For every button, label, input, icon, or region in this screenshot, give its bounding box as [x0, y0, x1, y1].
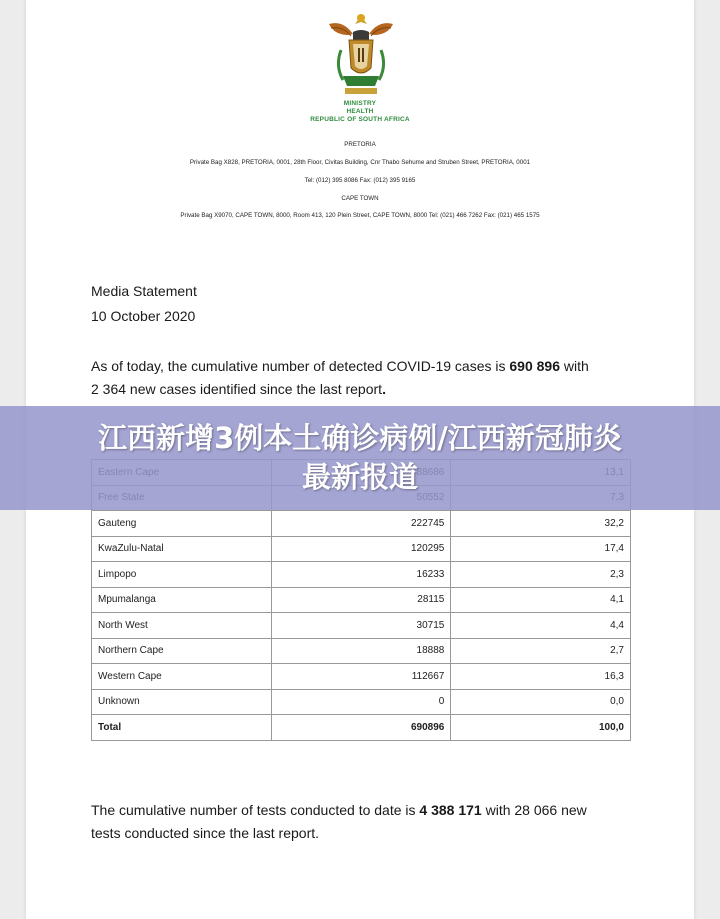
table-row [92, 638, 631, 664]
intro-text: As of today, the cumulative number of detected COVID-19 cases is [91, 358, 510, 374]
province-cell: Unknown [92, 689, 272, 715]
intro-paragraph [91, 355, 651, 401]
cases-cell: 690896 [271, 715, 451, 741]
pretoria-address: Private Bag X828, PRETORIA, 0001, 28th Floor, Civitas Building, Cnr Thabo Sehume and Struben Street, PRETORIA, 0001 [189, 159, 531, 166]
tests-text-end: with 28 066 new [481, 802, 587, 818]
pretoria-phone: Tel: (012) 395 8086 Fax: (012) 395 9165 [304, 177, 416, 184]
capetown-label: CAPE TOWN [341, 195, 379, 202]
province-cell: Gauteng [92, 511, 272, 537]
cases-cell: 112667 [271, 664, 451, 690]
pretoria-label: PRETORIA [344, 141, 376, 148]
tests-paragraph [91, 799, 651, 845]
capetown-address: Private Bag X9070, CAPE TOWN, 8000, Room 413, 120 Plein Street, CAPE TOWN, 8000 Tel: (021) 466 7262 Fax: (021) 465 1575 [180, 212, 540, 219]
percent-cell: 0,0 [451, 689, 631, 715]
cases-cell: 222745 [271, 511, 451, 537]
table-row [92, 511, 631, 537]
table-row [92, 562, 631, 588]
statement-heading: Media Statement [91, 283, 197, 299]
table-row [92, 664, 631, 690]
table-row [92, 613, 631, 639]
province-cell: Western Cape [92, 664, 272, 690]
ministry-line-1: MINISTRY [343, 100, 377, 107]
percent-cell: 2,7 [451, 638, 631, 664]
tests-text-line2: tests conducted since the last report. [91, 825, 320, 841]
percent-cell: 17,4 [451, 536, 631, 562]
province-cell: North West [92, 613, 272, 639]
cases-cell: 16233 [271, 562, 451, 588]
table-row [92, 536, 631, 562]
table-total-row [92, 715, 631, 741]
ministry-line-3: REPUBLIC OF SOUTH AFRICA [310, 116, 410, 123]
intro-text-end: with [560, 358, 589, 374]
percent-cell: 4,4 [451, 613, 631, 639]
cases-cell: 0 [271, 689, 451, 715]
banner-line-1: 江西新增3例本土确诊病例/江西新冠肺炎 [98, 421, 622, 455]
tests-text: The cumulative number of tests conducted to date is [91, 802, 420, 818]
tests-count: 4 388 171 [419, 802, 482, 818]
cases-cell: 30715 [271, 613, 451, 639]
province-cell: Total [92, 715, 272, 741]
percent-cell: 16,3 [451, 664, 631, 690]
period: . [382, 381, 386, 397]
table-row [92, 689, 631, 715]
percent-cell: 100,0 [451, 715, 631, 741]
cases-cell: 28115 [271, 587, 451, 613]
percent-cell: 32,2 [451, 511, 631, 537]
province-cell: Limpopo [92, 562, 272, 588]
cases-cell: 18888 [271, 638, 451, 664]
cases-cell: 120295 [271, 536, 451, 562]
headline-banner [0, 406, 720, 510]
coat-of-arms-icon [323, 10, 399, 102]
banner-line-2: 最新报道 [301, 460, 418, 494]
percent-cell: 4,1 [451, 587, 631, 613]
percent-cell: 2,3 [451, 562, 631, 588]
table-row [92, 587, 631, 613]
new-cases-text: 2 364 new cases identified since the last report [91, 381, 383, 397]
ministry-line-2: HEALTH [346, 108, 374, 115]
case-count: 690 896 [509, 358, 560, 374]
statement-date: 10 October 2020 [91, 308, 196, 324]
province-cell: KwaZulu-Natal [92, 536, 272, 562]
province-cell: Mpumalanga [92, 587, 272, 613]
province-cell: Northern Cape [92, 638, 272, 664]
